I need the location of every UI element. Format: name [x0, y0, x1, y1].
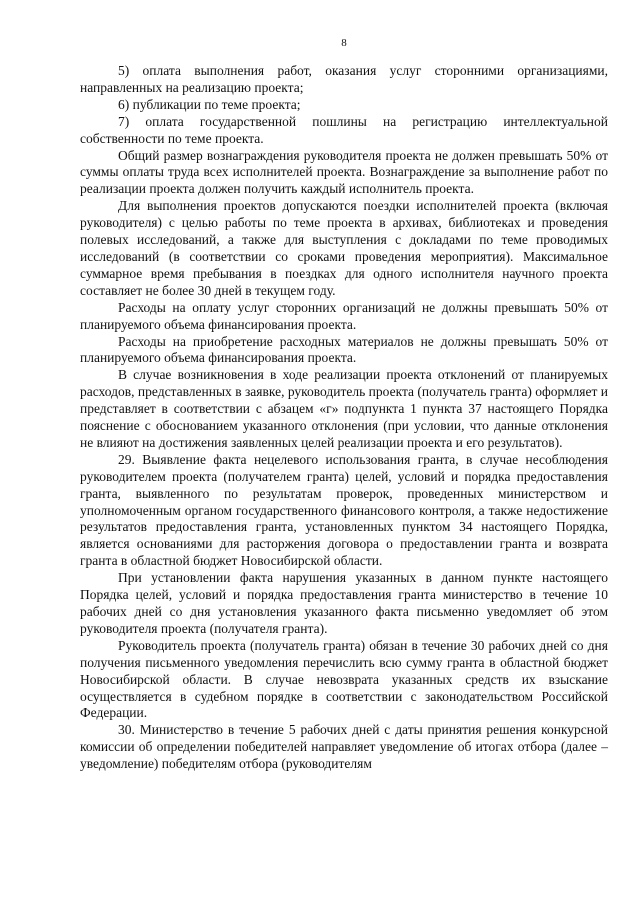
paragraph-29: 29. Выявление факта нецелевого использования гранта, в случае несоблюдения руководителем проекта (получателем гранта) целей, условий и порядка предоставления гранта, выявленного по результатам проверок, проведенных министерством и уполномоченным органом государственного финансового контроля, а также недостижение результатов предоставления гранта, установленных пунктом 34 настоящего Порядка, является основаниями для расторжения договора о предоставлении гранта и возврата гранта в областной бюджет Новосибирской области.: [80, 451, 608, 569]
paragraph-30: 30. Министерство в течение 5 рабочих дней с даты принятия решения конкурсной комиссии об определении победителей направляет уведомление об итогах отбора (далее – уведомление) победителям отбора (руководителям: [80, 722, 608, 772]
paragraph-trips: Для выполнения проектов допускаются поездки исполнителей проекта (включая руководителя) с целью работы по теме проекта в архивах, библиотеках и проведения полевых исследований, а также для выступления с докладами по теме проводимых исследований (в соответствии со сроками проведения мероприятия). Максимальное суммарное время пребывания в поездках для одного исполнителя научного проекта составляет не более 30 дней в текущем году.: [80, 198, 608, 298]
paragraph-item-7: 7) оплата государственной пошлины на регистрацию интеллектуальной собственности по теме проекта.: [80, 113, 608, 146]
paragraph-third-party-services: Расходы на оплату услуг сторонних организаций не должны превышать 50% от планируемого объема финансирования проекта.: [80, 299, 608, 332]
paragraph-consumables: Расходы на приобретение расходных материалов не должны превышать 50% от планируемого объема финансирования проекта.: [80, 333, 608, 366]
paragraph-violation-notice: При установлении факта нарушения указанных в данном пункте настоящего Порядка целей, условий и порядка предоставления гранта министерство в течение 10 рабочих дней со дня установления указанного факта письменно уведомляет об этом руководителя проекта (получателя гранта).: [80, 570, 608, 636]
paragraph-refund-obligation: Руководитель проекта (получатель гранта) обязан в течение 30 рабочих дней со дня получения письменного уведомления перечислить всю сумму гранта в областной бюджет Новосибирской области. В случае невозврата указанных средств их взыскание осуществляется в судебном порядке в соответствии с законодательством Российской Федерации.: [80, 637, 608, 721]
document-body: [80, 63, 608, 773]
page-number: 8: [341, 37, 347, 49]
paragraph-remuneration: Общий размер вознаграждения руководителя проекта не должен превышать 50% от суммы оплаты труда всех исполнителей проекта. Вознаграждение за выполнение работ по реализации проекта должен получить каждый исполнитель проекта.: [80, 147, 608, 197]
paragraph-item-6: 6) публикации по теме проекта;: [118, 96, 301, 112]
paragraph-item-5: 5) оплата выполнения работ, оказания услуг сторонними организациями, направленных на реализацию проекта;: [80, 63, 608, 95]
paragraph-deviations: В случае возникновения в ходе реализации проекта отклонений от планируемых расходов, представленных в заявке, руководитель проекта (получатель гранта) оформляет и представляет в соответствии с абзацем «г» подпункта 1 пункта 37 настоящего Порядка пояснение с обоснованием указанного отклонения (при условии, что данные отклонения не влияют на достижения заявленных целей реализации проекта и его результатов).: [80, 367, 608, 450]
